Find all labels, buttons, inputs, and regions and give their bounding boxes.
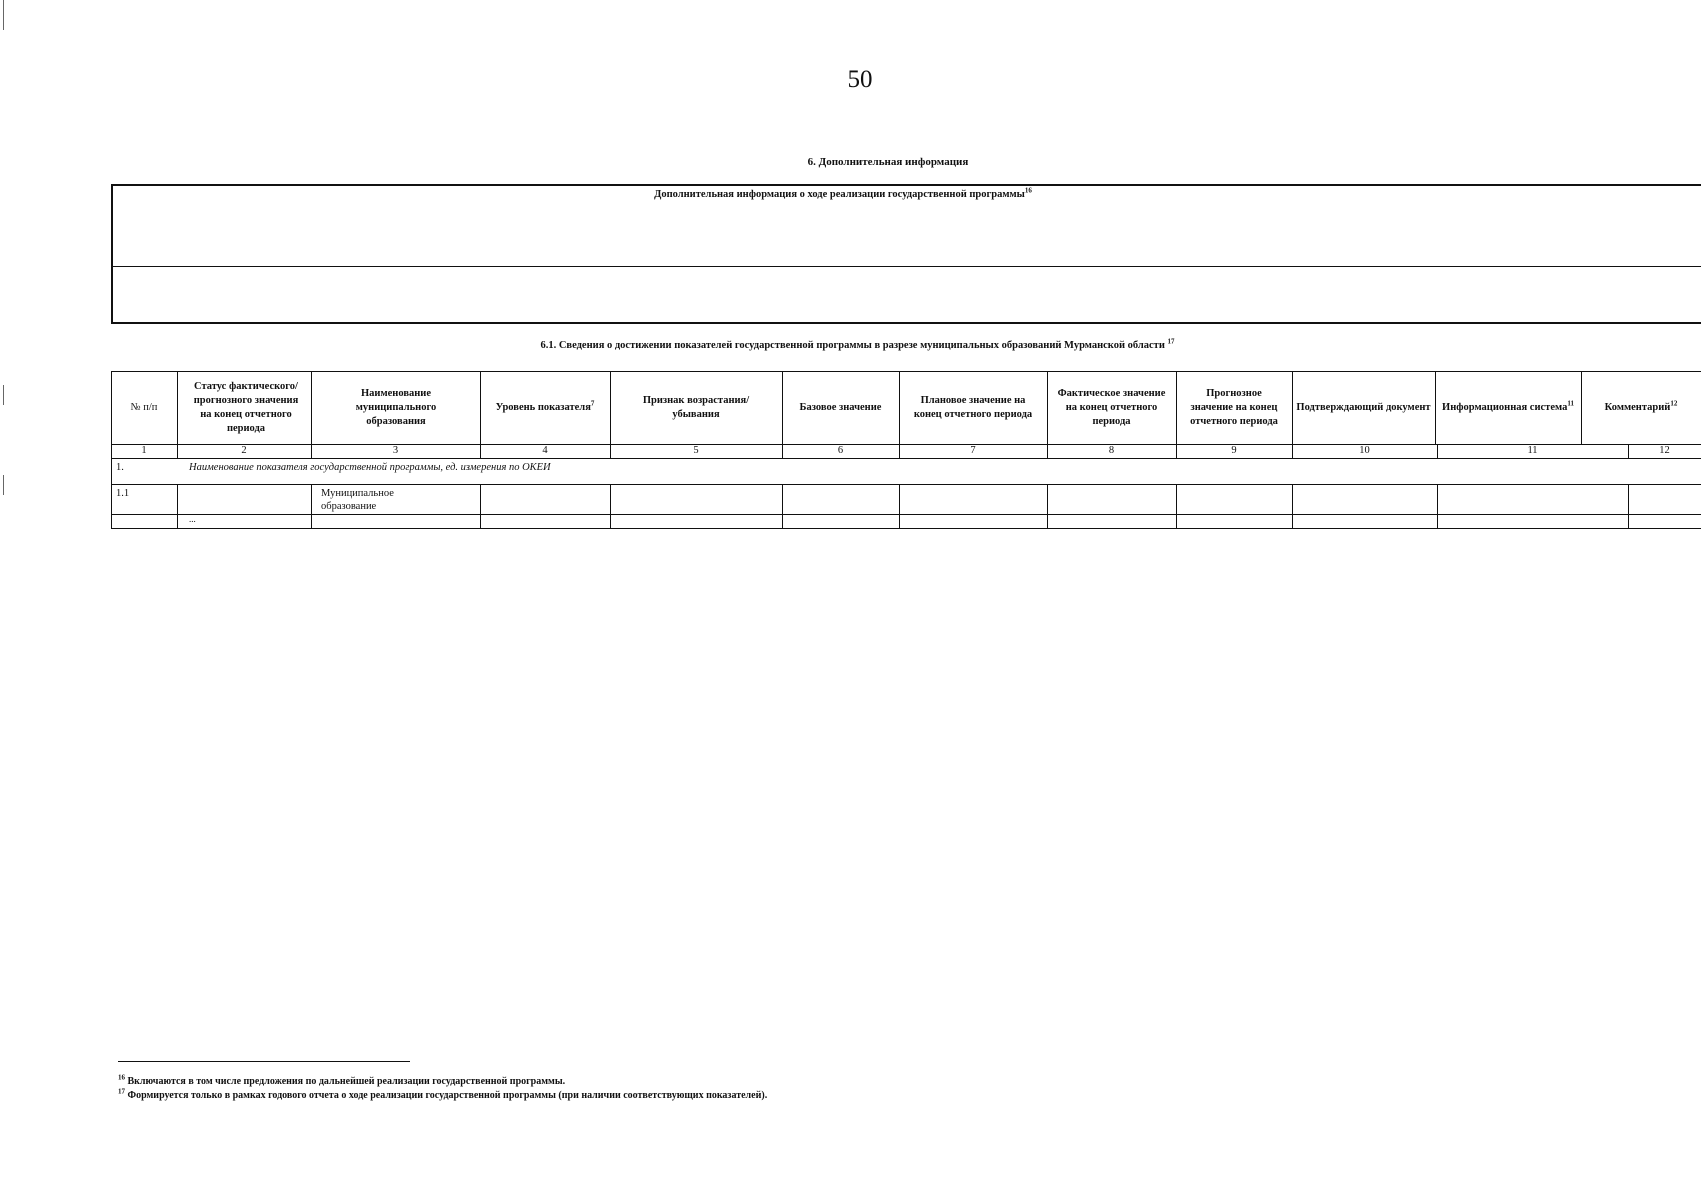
subsection-title: 6.1. Сведения о достижении показателей государственной программы в разрезе муниципальных образований Мурманской области $^{17}$ — [540, 337, 1175, 351]
column-number: 11 — [1527, 445, 1538, 456]
scan-edge-mark — [3, 475, 4, 495]
header-trend: Признак возрастания/ убывания — [642, 394, 750, 420]
header-actual-value: Фактическое значение на конец отчетного периода — [1057, 387, 1166, 427]
footnote-16: $^{16}$ Включаются в том числе предложения по дальнейшей реализации государственной программы. — [118, 1073, 566, 1087]
header-number: № п/п — [130, 401, 158, 413]
header-document: Подтверждающий документ — [1296, 401, 1431, 413]
footnote-17: $^{17}$ Формируется только в рамках годового отчета о ходе реализации государственной программы (при наличии соответствующих показателей). — [118, 1087, 768, 1101]
scan-edge-mark — [3, 0, 4, 30]
row-number: 1. — [116, 462, 124, 473]
column-number: 5 — [693, 445, 699, 456]
header-planned-value: Плановое значение на конец отчетного периода — [913, 394, 1033, 420]
header-comment: Комментарий$^{12}$ — [1604, 399, 1678, 413]
column-number: 10 — [1359, 445, 1370, 456]
header-indicator-level: Уровень показателя$^7$ — [495, 399, 595, 413]
indicators-table — [111, 371, 1701, 529]
footnote-separator — [118, 1061, 410, 1062]
scan-edge-mark — [3, 385, 4, 405]
column-number: 8 — [1108, 445, 1115, 456]
page-number: 50 — [847, 66, 873, 93]
header-municipality: Наименование муниципального образования — [355, 387, 437, 427]
indicator-name: Наименование показателя государственной программы, ед. измерения по ОКЕИ — [189, 462, 551, 473]
column-number: 1 — [141, 445, 147, 456]
column-number: 2 — [241, 445, 247, 456]
section-title: 6. Дополнительная информация — [807, 156, 969, 168]
column-number: 9 — [1231, 445, 1237, 456]
header-status: Статус фактического/ прогнозного значения на конец отчетного периода — [193, 380, 299, 434]
column-number: 6 — [837, 445, 844, 456]
ellipsis-row: ... — [189, 514, 196, 524]
header-info-system: Информационная система$^{11}$ — [1442, 399, 1574, 413]
column-number: 7 — [970, 445, 976, 456]
header-base-value: Базовое значение — [799, 401, 882, 413]
additional-info-box — [111, 184, 1701, 324]
row-number: 1.1 — [116, 488, 130, 499]
additional-info-header: Дополнительная информация о ходе реализации государственной программы$^{16}$ — [654, 186, 1032, 200]
info-divider — [113, 266, 1701, 267]
column-number: 12 — [1659, 445, 1670, 456]
header-forecast-value: Прогнозное значение на конец отчетного периода — [1190, 387, 1278, 427]
column-number: 3 — [392, 445, 399, 456]
column-number: 4 — [542, 445, 548, 456]
municipality-name: Муниципальное образование — [321, 488, 394, 512]
